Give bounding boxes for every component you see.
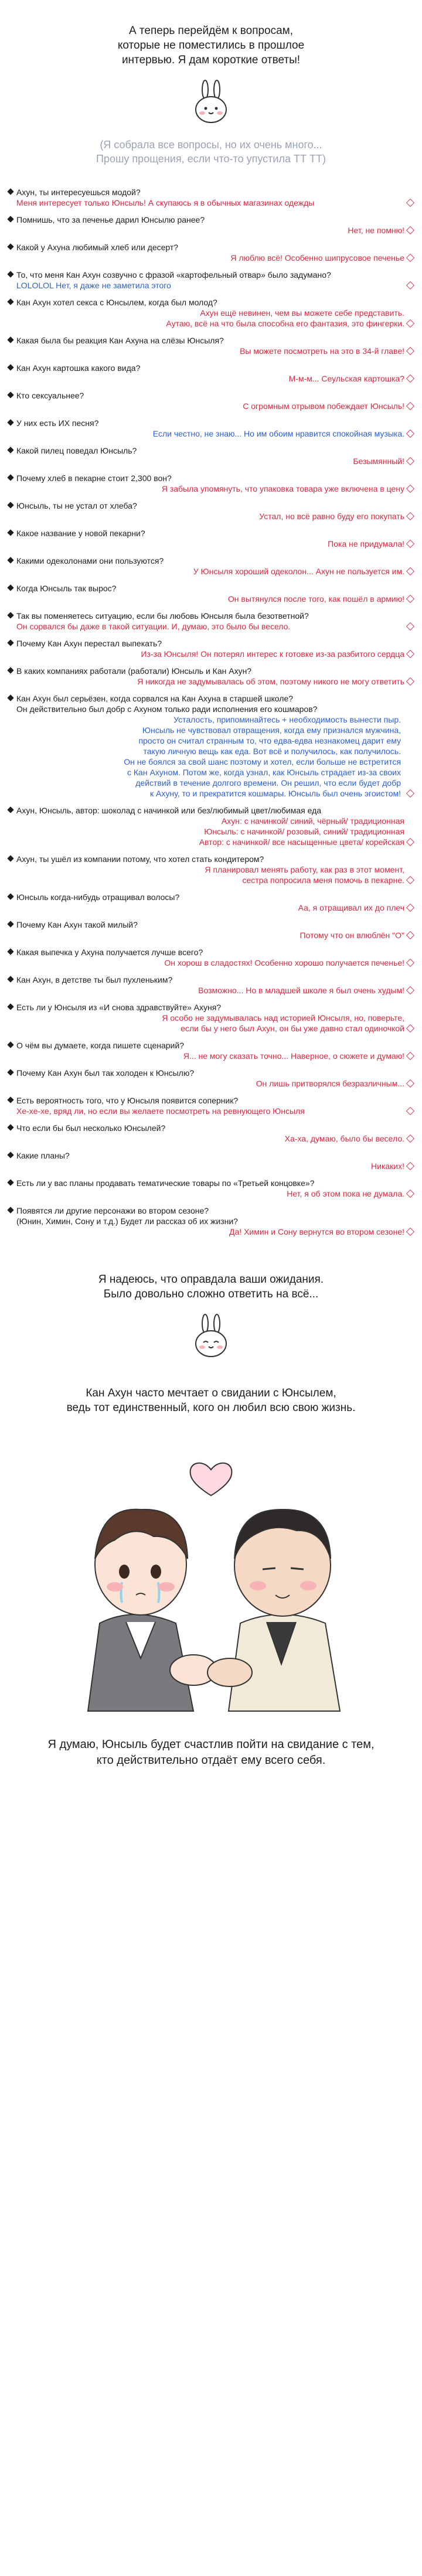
question-text: Почему Кан Ахун был так холоден к Юнсылю?: [8, 1068, 414, 1078]
apology-note: [0, 138, 422, 166]
question-text: Какое название у новой пекарни?: [8, 528, 414, 539]
qa-item: [8, 1178, 414, 1199]
qa-item: [8, 1002, 414, 1034]
apology-line-1: (Я собрала все вопросы, но их очень много...: [100, 139, 322, 151]
answer-text: С огромным отрывом побеждает Юнсыль!: [8, 401, 414, 411]
qa-item: [8, 638, 414, 659]
question-text: Есть ли у Юнсыля из «И снова здравствуйте» Ахуня?: [8, 1002, 414, 1013]
question-text: Какие планы?: [8, 1150, 414, 1161]
answer-text: М-м-м... Сеульская картошка?: [8, 373, 414, 384]
qa-item: [8, 1123, 414, 1144]
answer-text: Возможно... Но в младшей школе я был очень худым!: [8, 985, 414, 996]
qa-item: [8, 390, 414, 411]
question-text: О чём вы думаете, когда пишете сценарий?: [8, 1040, 414, 1051]
caption-line-1: Кан Ахун часто мечтает о свидании с Юнсылем,: [86, 1387, 336, 1399]
question-text: Какой пилец поведал Юнсыль?: [8, 445, 414, 456]
qa-item: [8, 214, 414, 236]
qa-item: [8, 528, 414, 549]
answer-text: Я планировал менять работу, как раз в этот момент, сестра попросила меня помочь в пекарне.: [8, 864, 414, 885]
qa-item: [8, 335, 414, 356]
answer-text: Он лишь притворялся безразличным...: [8, 1078, 414, 1089]
answer-text: Пока не придумала!: [8, 539, 414, 549]
question-text: Юнсыль когда-нибудь отращивал волосы?: [8, 892, 414, 902]
qa-item: [8, 500, 414, 522]
answer-text: Если честно, не знаю... Но им обоим нравится спокойная музыка.: [8, 428, 414, 439]
question-text: Ахун, Юнсыль, автор: шоколад с начинкой или без/любимый цвет/любимая еда: [8, 805, 414, 816]
question-text: Кан Ахун хотел секса с Юнсылем, когда был молод?: [8, 297, 414, 308]
qa-item: [8, 974, 414, 996]
answer-text: Из-за Юнсыля! Он потерял интерес к готовке из-за разбитого сердца: [8, 649, 414, 659]
answer-text: Безымянный!: [8, 456, 414, 466]
qa-item: [8, 363, 414, 384]
answer-text: Усталость, припоминайтесь + необходимость вынести пыр. Юнсыль не чувствовал отвращения, когда ему признался мужчина, просто он считал странным то, что едва-едва незнакомец дарит ему такую личную вещь как еда. Вот всё и получилось, как получилось. Он не боялся за свой шанс поэтому и хотел, если больше не встретится с Кан Ахуном. Потом же, когда узнал, как Юнсыль страдает из-за своих действий в течение долгого времени. Он решил, что если будет добр к Ахуну, то и прекратится кошмары. Юнсыль был очень эгоистом!: [8, 714, 414, 799]
answer-text: Нет, я об этом пока не думала.: [8, 1188, 414, 1199]
answer-text: Ха-ха, думаю, было бы весело.: [8, 1133, 414, 1144]
qa-item: [8, 947, 414, 968]
question-text: Что если бы был несколько Юнсылей?: [8, 1123, 414, 1133]
qa-item: [8, 556, 414, 577]
answer-text: Ахун: с начинкой/ синий, чёрный/ традиционная Юнсыль: с начинкой/ розовый, синий/ традиционная Автор: с начинкой/ все насыщенные цвета/ корейская: [8, 816, 414, 847]
answer-text: Вы можете посмотреть на это в 34-й главе!: [8, 346, 414, 356]
question-text: Почему хлеб в пекарне стоит 2,300 вон?: [8, 473, 414, 483]
question-text: У них есть ИХ песня?: [8, 418, 414, 428]
final-line-1: Я думаю, Юнсыль будет счастлив пойти на свидание с тем,: [47, 1738, 375, 1751]
question-text: В каких компаниях работали (работали) Юнсыль и Кан Ахун?: [8, 666, 414, 676]
answer-text: Я... не могу сказать точно... Наверное, о сюжете и думаю!: [8, 1051, 414, 1061]
qa-item: [8, 242, 414, 263]
qa-item: [8, 270, 414, 291]
qa-item: [8, 583, 414, 604]
answer-text: Никаких!: [8, 1161, 414, 1171]
qa-item: [8, 892, 414, 913]
couple-illustration: [0, 1427, 422, 1720]
answer-text: Меня интересует только Юнсыль! А скупаюсь я в обычных магазинах одежды: [8, 197, 414, 208]
question-text: Когда Юнсыль так вырос?: [8, 583, 414, 594]
question-text: Кан Ахун был серьёзен, когда сорвался на Кан Ахуна в старшей школе? Он действительно был добр с Ахуном только ради исполнения его кошмаров?: [8, 693, 414, 714]
question-text: Помнишь, что за печенье дарил Юнсылю ранее?: [8, 214, 414, 225]
qa-item: [8, 473, 414, 494]
caption-line-2: ведь тот единственный, кого он любил всю свою жизнь.: [66, 1402, 356, 1414]
qa-item: [8, 854, 414, 885]
answer-text: У Юнсыля хороший одеколон... Ахун не пользуется им.: [8, 566, 414, 577]
answer-text: Я забыла упомянуть, что упаковка товара уже включена в цену: [8, 483, 414, 494]
qa-item: [8, 1095, 414, 1116]
qa-item: [8, 1040, 414, 1061]
intro-line-1: А теперь перейдём к вопросам,: [128, 25, 294, 37]
qa-item: [8, 919, 414, 941]
qa-item: [8, 297, 414, 329]
answer-text: Я никогда не задумывалась об этом, поэтому никого не могу ответить: [8, 676, 414, 687]
answer-text: Аа, я отращивал их до плеч: [8, 902, 414, 913]
bunny-mascot-icon: [190, 79, 232, 126]
question-text: Какой у Ахуна любимый хлеб или десерт?: [8, 242, 414, 253]
qa-item: [8, 1150, 414, 1171]
question-text: Так вы поменяетесь ситуацию, если бы любовь Юнсыля была безответной?: [8, 611, 414, 621]
answer-text: Потому что он влюблён "О": [8, 930, 414, 941]
question-text: Почему Кан Ахун перестал выпекать?: [8, 638, 414, 649]
caption-text: [0, 1386, 422, 1415]
intro-line-2: которые не поместились в прошлое: [117, 39, 305, 52]
question-text: Юнсыль, ты не устал от хлеба?: [8, 500, 414, 511]
answer-text: Да! Химин и Сону вернутся во втором сезоне!: [8, 1226, 414, 1237]
question-text: Есть ли у вас планы продавать тематические товары по «Третьей концовке»?: [8, 1178, 414, 1188]
question-text: Какая была бы реакция Кан Ахуна на слёзы Юнсыля?: [8, 335, 414, 346]
qa-list: [0, 187, 422, 1237]
qa-item: [8, 666, 414, 687]
answer-text: LOLOLOL Нет, я даже не заметила этого: [8, 280, 414, 291]
qa-item: [8, 445, 414, 466]
answer-text: Он вытянулся после того, как пошёл в армию!: [8, 594, 414, 604]
qa-item: [8, 611, 414, 632]
question-text: Почему Кан Ахун такой милый?: [8, 919, 414, 930]
final-line-2: кто действительно отдаёт ему всего себя.: [96, 1754, 326, 1767]
answer-text: Хе-хе-хе, вряд ли, но если вы желаете посмотреть на ревнующего Юнсыля: [8, 1106, 414, 1116]
outro-text: [0, 1272, 422, 1301]
answer-text: Я особо не задумывалась над историей Юнсыля, но, поверьте, если бы у него был Ахун, он бы уже давно стал одиночкой: [8, 1013, 414, 1034]
question-text: Кан Ахун, в детстве ты был пухленьким?: [8, 974, 414, 985]
question-text: Появятся ли другие персонажи во втором сезоне? (Юнин, Химин, Сону и т.д.) Будет ли рассказ об их жизни?: [8, 1205, 414, 1226]
qa-item: [8, 418, 414, 439]
answer-text: Устал, но всё равно буду его покупать: [8, 511, 414, 522]
heart-icon: [190, 1463, 232, 1495]
answer-text: Он сорвался бы даже в такой ситуации. И, думаю, это было бы весело.: [8, 621, 414, 632]
outro-line-2: Было довольно сложно ответить на всё...: [103, 1288, 319, 1300]
question-text: Есть вероятность того, что у Юнсыля появится соперник?: [8, 1095, 414, 1106]
apology-line-2: Прошу прощения, если что-то упустила ТТ ТТ): [96, 153, 326, 165]
question-text: Какими одеколонами они пользуются?: [8, 556, 414, 566]
question-text: Ахун, ты интересуешься модой?: [8, 187, 414, 197]
qa-item: [8, 805, 414, 847]
answer-text: Ахун ещё невинен, чем вы можете себе представить. Аутаю, всё на что была способна его фантазия, это фингерки.: [8, 308, 414, 329]
question-text: Какая выпечка у Ахуна получается лучше всего?: [8, 947, 414, 958]
qa-item: [8, 1068, 414, 1089]
answer-text: Нет, не помню!: [8, 225, 414, 236]
question-text: Кто сексуальнее?: [8, 390, 414, 401]
answer-text: Я люблю всё! Особенно шипрусовое печенье: [8, 253, 414, 263]
qa-item: [8, 1205, 414, 1237]
question-text: Ахун, ты ушёл из компании потому, что хотел стать кондитером?: [8, 854, 414, 864]
qa-item: [8, 187, 414, 208]
outro-line-1: Я надеюсь, что оправдала ваши ожидания.: [98, 1273, 324, 1286]
intro-line-3: интервью. Я дам короткие ответы!: [121, 54, 301, 66]
final-text: [0, 1737, 422, 1769]
qa-item: [8, 693, 414, 799]
question-text: То, что меня Кан Ахун созвучно с фразой «картофельный отвар» было задумано?: [8, 270, 414, 280]
question-text: Кан Ахун картошка какого вида?: [8, 363, 414, 373]
answer-text: Он хорош в сладостях! Особенно хорошо получается печенье!: [8, 958, 414, 968]
bunny-mascot-icon-2: [190, 1313, 232, 1360]
intro-text: [0, 0, 422, 67]
